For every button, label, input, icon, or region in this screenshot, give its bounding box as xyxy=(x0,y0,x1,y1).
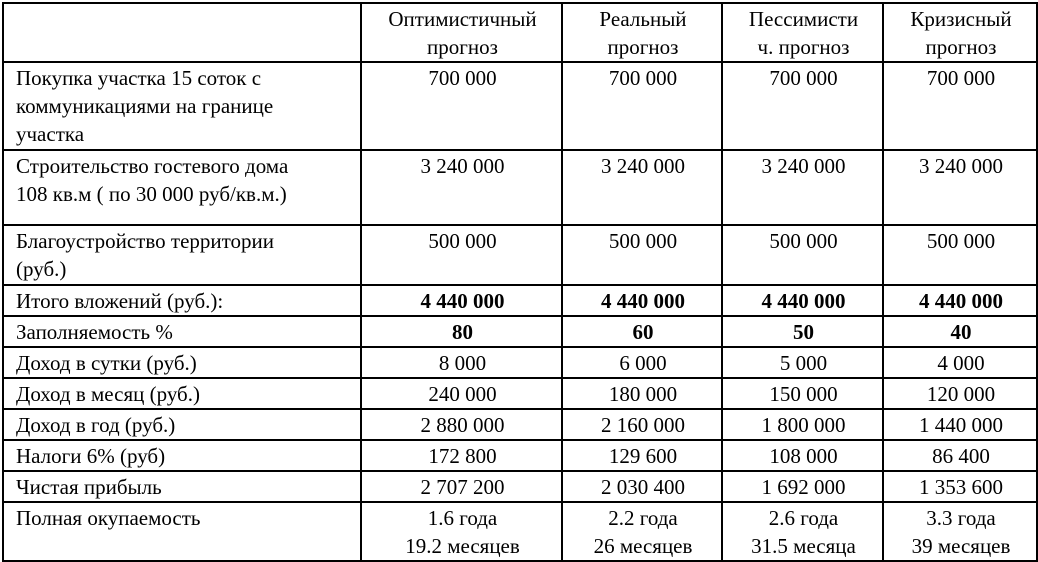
table-row xyxy=(3,440,1037,471)
row-label: Благоустройство территории (руб.) xyxy=(3,225,361,285)
value-cell: 5 000 xyxy=(722,347,883,378)
table-row xyxy=(3,471,1037,502)
value-cell: 108 000 xyxy=(722,440,883,471)
value-cell: 8 000 xyxy=(361,347,562,378)
row-label: Чистая прибыль xyxy=(3,471,361,502)
table-row-occupancy xyxy=(3,316,1037,347)
table-row xyxy=(3,225,1037,285)
header-cell-empty xyxy=(3,3,361,62)
row-label: Налоги 6% (руб) xyxy=(3,440,361,471)
table-row-total xyxy=(3,285,1037,316)
table-row-payback xyxy=(3,502,1037,561)
header-realistic: Реальный прогноз xyxy=(562,3,722,62)
value-cell: 4 000 xyxy=(883,347,1037,378)
header-row xyxy=(3,3,1037,62)
value-cell: 129 600 xyxy=(562,440,722,471)
value-cell: 86 400 xyxy=(883,440,1037,471)
value-cell: 700 000 xyxy=(722,62,883,150)
table-row xyxy=(3,378,1037,409)
value-cell: 4 440 000 xyxy=(562,285,722,316)
value-cell: 500 000 xyxy=(361,225,562,285)
value-cell: 120 000 xyxy=(883,378,1037,409)
value-cell: 4 440 000 xyxy=(722,285,883,316)
table-row xyxy=(3,62,1037,150)
row-label: Покупка участка 15 соток с коммуникациями на границе участка xyxy=(3,62,361,150)
value-cell: 2.2 года 26 месяцев xyxy=(562,502,722,561)
value-cell: 2 880 000 xyxy=(361,409,562,440)
value-cell: 180 000 xyxy=(562,378,722,409)
value-cell: 500 000 xyxy=(722,225,883,285)
value-cell: 700 000 xyxy=(562,62,722,150)
value-cell: 1.6 года 19.2 месяцев xyxy=(361,502,562,561)
value-cell: 40 xyxy=(883,316,1037,347)
row-label: Доход в месяц (руб.) xyxy=(3,378,361,409)
value-cell: 1 692 000 xyxy=(722,471,883,502)
value-cell: 3 240 000 xyxy=(722,150,883,225)
value-cell: 2 160 000 xyxy=(562,409,722,440)
table-row xyxy=(3,409,1037,440)
value-cell: 3.3 года 39 месяцев xyxy=(883,502,1037,561)
value-cell: 150 000 xyxy=(722,378,883,409)
header-pessimistic: Пессимисти ч. прогноз xyxy=(722,3,883,62)
value-cell: 172 800 xyxy=(361,440,562,471)
value-cell: 80 xyxy=(361,316,562,347)
value-cell: 1 800 000 xyxy=(722,409,883,440)
row-label: Итого вложений (руб.): xyxy=(3,285,361,316)
value-cell: 2 030 400 xyxy=(562,471,722,502)
row-label: Доход в сутки (руб.) xyxy=(3,347,361,378)
row-label: Строительство гостевого дома 108 кв.м ( по 30 000 руб/кв.м.) xyxy=(3,150,361,225)
header-optimistic: Оптимистичный прогноз xyxy=(361,3,562,62)
value-cell: 4 440 000 xyxy=(883,285,1037,316)
row-label: Полная окупаемость xyxy=(3,502,361,561)
value-cell: 500 000 xyxy=(562,225,722,285)
row-label: Доход в год (руб.) xyxy=(3,409,361,440)
table-row xyxy=(3,347,1037,378)
value-cell: 700 000 xyxy=(361,62,562,150)
row-label: Заполняемость % xyxy=(3,316,361,347)
value-cell: 60 xyxy=(562,316,722,347)
value-cell: 2 707 200 xyxy=(361,471,562,502)
value-cell: 700 000 xyxy=(883,62,1037,150)
value-cell: 3 240 000 xyxy=(562,150,722,225)
value-cell: 6 000 xyxy=(562,347,722,378)
value-cell: 3 240 000 xyxy=(361,150,562,225)
value-cell: 1 353 600 xyxy=(883,471,1037,502)
value-cell: 50 xyxy=(722,316,883,347)
table-row xyxy=(3,150,1037,225)
investment-forecast-table xyxy=(2,2,1038,562)
value-cell: 2.6 года 31.5 месяца xyxy=(722,502,883,561)
value-cell: 240 000 xyxy=(361,378,562,409)
value-cell: 500 000 xyxy=(883,225,1037,285)
value-cell: 1 440 000 xyxy=(883,409,1037,440)
value-cell: 4 440 000 xyxy=(361,285,562,316)
header-crisis: Кризисный прогноз xyxy=(883,3,1037,62)
value-cell: 3 240 000 xyxy=(883,150,1037,225)
